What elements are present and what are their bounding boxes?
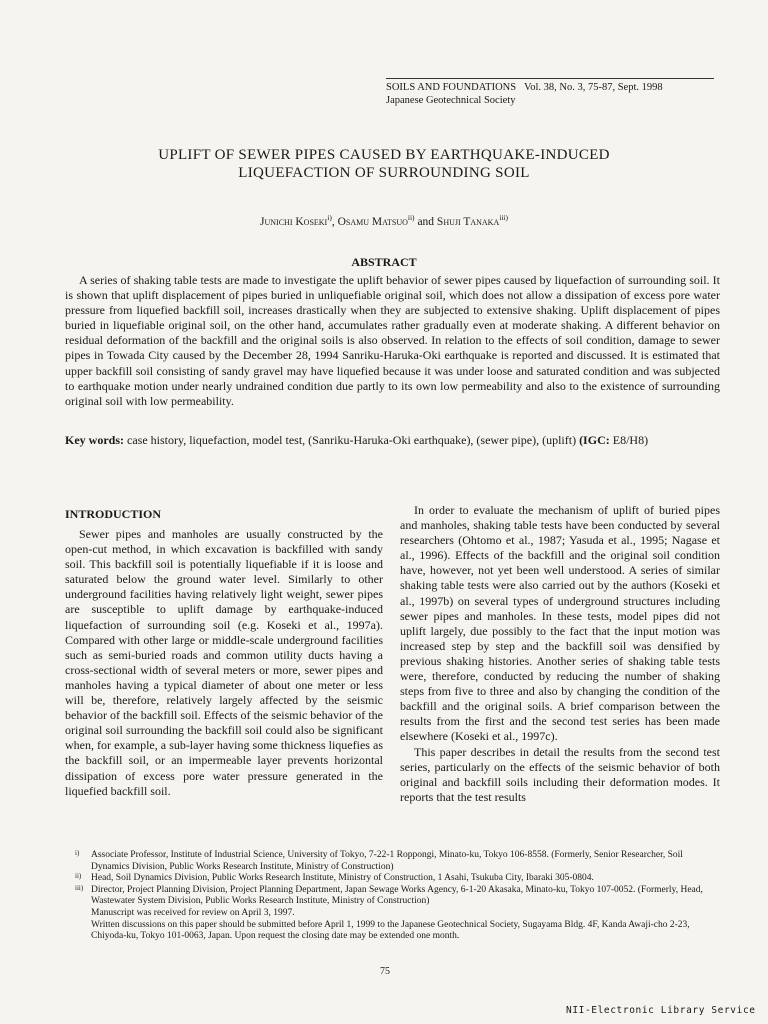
author-2: Osamu Matsuo bbox=[337, 215, 408, 228]
footnote-2-mark: ii) bbox=[75, 872, 82, 881]
journal-name: SOILS AND FOUNDATIONS bbox=[386, 82, 517, 93]
footnote-2-text: Head, Soil Dynamics Division, Public Works Research Institute, Ministry of Construction, 1 Asahi, Tsukuba City, Ibaraki 305-0804. bbox=[91, 873, 594, 884]
footnote-3 bbox=[65, 885, 720, 908]
header-rule bbox=[386, 78, 714, 79]
library-footer: NII-Electronic Library Service bbox=[566, 1005, 756, 1016]
journal-citation: Vol. 38, No. 3, 75-87, Sept. 1998 bbox=[523, 82, 663, 93]
intro-paragraph-2: In order to evaluate the mechanism of uplift of buried pipes and manholes, shaking table tests have been conducted by several researchers (Ohtomo et al., 1987; Yasuda et al., 1995; Nagase et al., 1996). Effects of the backfill and the original soil condition have, however, not yet been well understood. A series of similar shaking table tests were also carried out by the authors (Koseki et al., 1997b) on several types of underground structures including sewer pipes and manholes. In these tests, model pipes did not uplift largely, due possibly to the fact that the input motion was increased step by step and the backfill soil was densified by previous shaking histories. Another series of shaking table tests were, therefore, conducted by reducing the number of shaking steps from five to three and also by changing the condition of the backfill and the original soils. A brief comparison between the results from the first and the second test series has been made elsewhere (Koseki et al., 1997c). bbox=[400, 503, 720, 744]
igc-code: E8/H8) bbox=[609, 433, 649, 447]
intro-paragraph-1: Sewer pipes and manholes are usually constructed by the open-cut method, in which excavation is backfilled with sandy soil. This backfill soil is potentially liquefiable if it is loose and saturated below the ground water level. Similarly to other underground facilities having relatively light weight, sewer pipes are susceptible to uplift damage by earthquake-induced liquefaction of surrounding soil (e.g. Koseki et al., 1997a). Compared with other large or middle-scale underground facilities such as semi-buried roads and common utility ducts having a cross-sectional width of several meters or more, sewer pipes and manholes having a typical diameter of about one meter or less will be, therefore, relatively largely affected by the seismic behavior of the backfill soil. Effects of the seismic behavior of the original soil surrounding the backfill soil could also be significant when, for example, a sub-layer having some thickness liquefies as the backfill soil, or an impermeable layer prevents horizontal dissipation of excess pore water pressure generated in the liquefied backfill soil. bbox=[65, 527, 383, 798]
keywords-text: case history, liquefaction, model test, (Sanriku-Haruka-Oki earthquake), (sewer pipe), (uplift) bbox=[124, 433, 580, 447]
author-1: Junichi Koseki bbox=[260, 215, 328, 228]
title-line-1: UPLIFT OF SEWER PIPES CAUSED BY EARTHQUAKE-INDUCED bbox=[158, 147, 610, 163]
footnote-1 bbox=[65, 850, 720, 873]
igc-label: (IGC: bbox=[579, 433, 610, 447]
journal-society: Japanese Geotechnical Society bbox=[386, 95, 516, 106]
keywords bbox=[65, 433, 720, 448]
discussion-note: Written discussions on this paper should be submitted before April 1, 1999 to the Japanese Geotechnical Society, Sugayama Bldg. 4F, Kanda Awaji-cho 2-23, Chiyoda-ku, Tokyo 101-0063, Japan. Upon request the closing date may be extended one month. bbox=[91, 919, 690, 942]
title-line-2: LIQUEFACTION OF SURROUNDING SOIL bbox=[238, 165, 530, 181]
author-sep-1: , bbox=[331, 215, 338, 228]
journal-line bbox=[386, 81, 714, 94]
manuscript-received: Manuscript was received for review on April 3, 1997. bbox=[91, 907, 295, 918]
author-3-mark: iii) bbox=[499, 213, 508, 222]
footnote-2 bbox=[65, 873, 720, 885]
author-3: Shuji Tanaka bbox=[436, 215, 500, 228]
right-column bbox=[400, 503, 720, 805]
footnote-1-mark: i) bbox=[75, 849, 80, 857]
footnote-1-text: Associate Professor, Institute of Industrial Science, University of Tokyo, 7-22-1 Roppongi, Minato-ku, Tokyo 106-8558. (Formerly, Senior Researcher, Soil Dynamics Division, Public Works Research Institute, Ministry of Construction) bbox=[91, 850, 683, 872]
author-1-mark: i) bbox=[327, 213, 332, 222]
left-column bbox=[65, 507, 383, 799]
intro-paragraph-3: This paper describes in detail the results from the second test series, particularly on the effects of the seismic behavior of both original and backfill soils including their deformation modes. It reports that the test results bbox=[400, 744, 720, 804]
abstract-text: A series of shaking table tests are made to investigate the uplift behavior of sewer pipes caused by liquefaction of surrounding soil. It is shown that uplift displacement of pipes buried in unliquefiable original soil, which does not allow a dissipation of excess pore water pressure from liquefied backfill soil, increases drastically when they are subjected to extensive shaking. Uplift displacement of pipes buried in liquefiable original soil, on the other hand, accumulates rather gradually even at moderate shaking. A different behavior on residual deformation of the backfill and the original soils is also observed. In relation to the effects of soil condition, damage to sewer pipes in Towada City caused by the December 28, 1994 Sanriku-Haruka-Oki earthquake is reported and discussed. It is estimated that upper backfill soil consisting of sandy gravel may have liquefied because it was under loose and saturated condition and was subjected to earthquake motion under nearly undrained condition due partly to its own low permeability and also to the existence of surrounding original soil with low permeability. bbox=[65, 273, 720, 408]
author-2-mark: ii) bbox=[407, 213, 415, 222]
introduction-heading: INTRODUCTION bbox=[65, 507, 162, 521]
keywords-label: Key words: bbox=[65, 433, 124, 447]
author-sep-2: and bbox=[414, 215, 437, 228]
abstract-heading: ABSTRACT bbox=[351, 255, 417, 269]
paper-title bbox=[60, 146, 708, 182]
journal-header bbox=[386, 78, 714, 107]
author-list bbox=[60, 213, 708, 228]
page-number: 75 bbox=[380, 966, 390, 977]
footnote-3-mark: iii) bbox=[75, 883, 84, 892]
footnote-3-text: Director, Project Planning Division, Project Planning Department, Japan Sewage Works Agency, 6-1-20 Akasaka, Minato-ku, Tokyo 107-0052. (Formerly, Head, Wastewater System Division, Public Works Research Institute, Ministry of Construction) bbox=[91, 884, 703, 907]
footnotes bbox=[65, 850, 720, 943]
